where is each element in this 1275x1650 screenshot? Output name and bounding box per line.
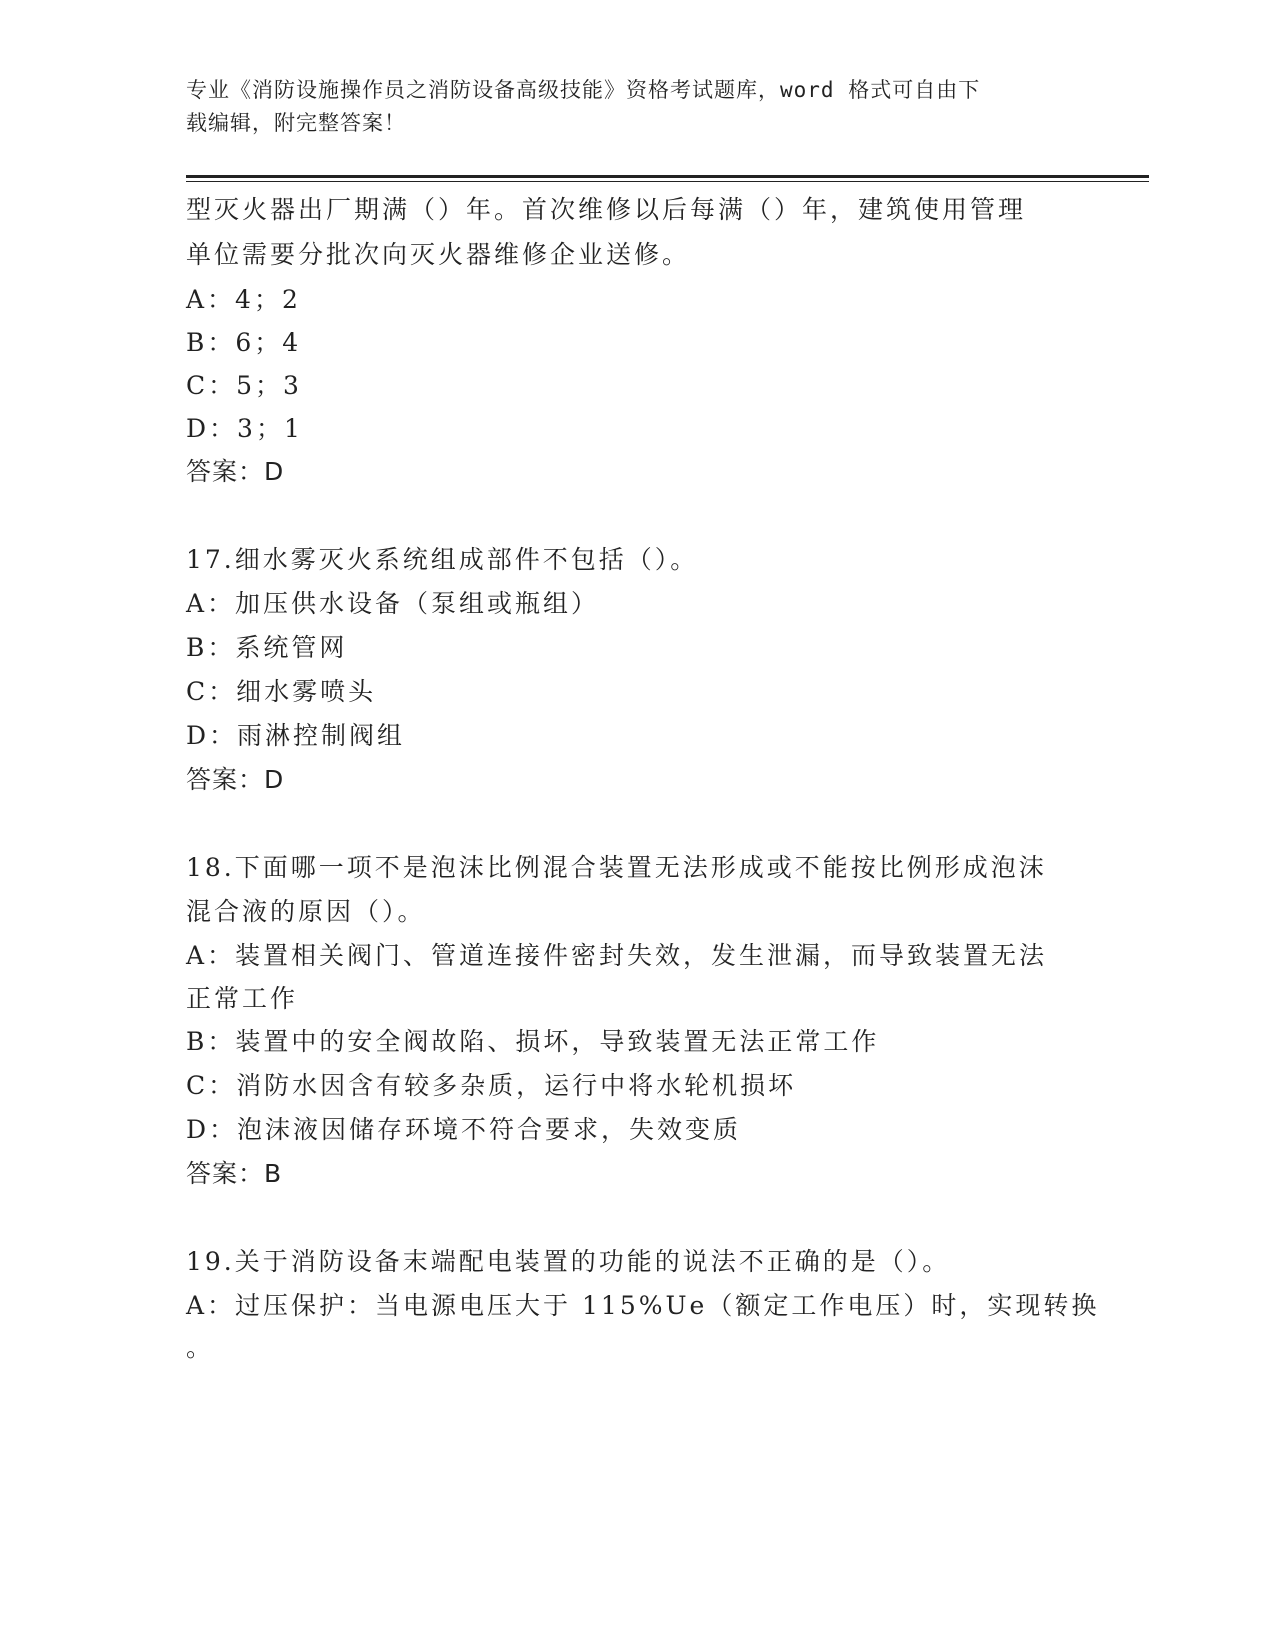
answer-line: 答案：D [186, 765, 285, 794]
question-18 [186, 846, 1086, 1196]
question-text-line: 混合液的原因（）。 [186, 897, 426, 926]
answer-line: 答案：D [186, 457, 285, 486]
option-c: C：细水雾喷头 [186, 677, 377, 706]
question-text-line: 17.细水雾灭火系统组成部件不包括（）。 [186, 545, 699, 574]
option-a-continued: 正常工作 [186, 984, 299, 1013]
option-a-continued: 。 [186, 1333, 215, 1362]
option-b: B：装置中的安全阀故陷、损坏，导致装置无法正常工作 [186, 1027, 880, 1056]
question-16 [186, 188, 1086, 494]
spacer [186, 1196, 1086, 1240]
option-d: D：泡沫液因储存环境不符合要求，失效变质 [186, 1115, 742, 1144]
option-a: A：4；2 [186, 285, 301, 314]
option-b: B：系统管网 [186, 633, 348, 662]
answer-line: 答案：B [186, 1159, 283, 1188]
header-line-1: 专业《消防设施操作员之消防设备高级技能》资格考试题库，word 格式可自由下 [186, 78, 981, 102]
option-c: C：消防水因含有较多杂质，运行中将水轮机损坏 [186, 1071, 797, 1100]
question-text-line: 18.下面哪一项不是泡沫比例混合装置无法形成或不能按比例形成泡沫 [186, 853, 1047, 882]
spacer [186, 802, 1086, 846]
question-text-line: 单位需要分批次向灭火器维修企业送修。 [186, 240, 691, 269]
question-content [186, 188, 1100, 1368]
option-b: B：6；4 [186, 328, 302, 357]
option-a: A：加压供水设备（泵组或瓶组） [186, 589, 600, 618]
document-header [186, 74, 1086, 140]
option-a: A：装置相关阀门、管道连接件密封失效，发生泄漏，而导致装置无法 [186, 941, 1048, 970]
spacer [186, 494, 1086, 538]
question-text-line: 19.关于消防设备末端配电装置的功能的说法不正确的是（）。 [186, 1247, 951, 1276]
option-c: C：5；3 [186, 371, 302, 400]
option-d: D：雨淋控制阀组 [186, 721, 406, 750]
question-text-line: 型灭火器出厂期满（）年。首次维修以后每满（）年，建筑使用管理 [186, 195, 1027, 224]
option-d: D：3；1 [186, 414, 303, 443]
header-rule-thin [186, 181, 1149, 182]
question-19 [186, 1240, 1100, 1368]
question-17 [186, 538, 1086, 802]
header-line-2: 载编辑，附完整答案！ [186, 111, 406, 135]
header-rule-thick [186, 175, 1149, 178]
option-a: A：过压保护：当电源电压大于 115%Ue（额定工作电压）时，实现转换 [186, 1291, 1100, 1320]
